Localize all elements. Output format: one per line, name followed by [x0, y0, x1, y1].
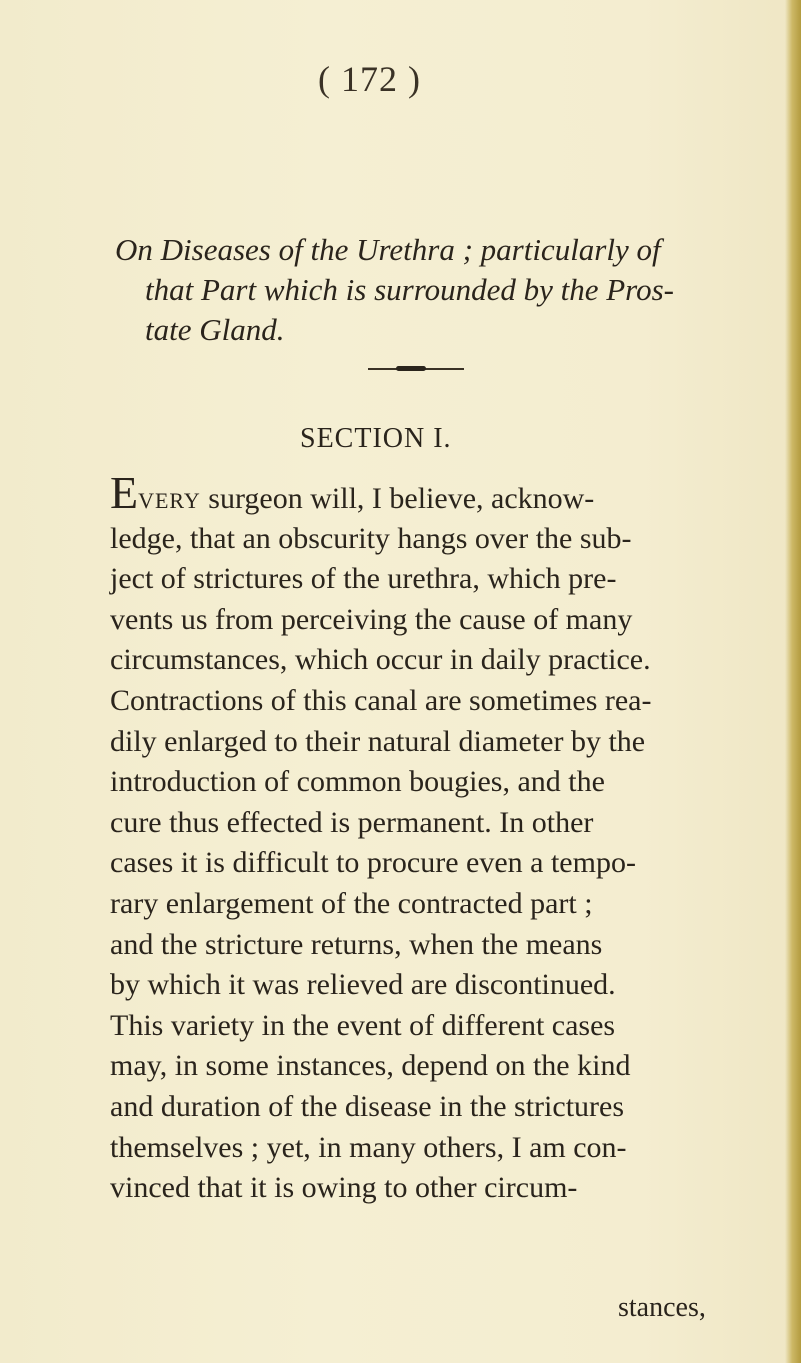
- body-line: rary enlargement of the contracted part ;: [110, 886, 593, 920]
- body-line: cases it is difficult to procure even a tempo-: [110, 846, 636, 880]
- body-line: vinced that it is owing to other circum-: [110, 1171, 578, 1205]
- body-paragraph: [110, 467, 770, 1209]
- body-line: vents us from perceiving the cause of many: [110, 602, 633, 636]
- body-line: and the stricture returns, when the means: [110, 927, 603, 961]
- chapter-title: [115, 230, 755, 350]
- body-line: themselves ; yet, in many others, I am con-: [110, 1130, 627, 1164]
- first-line-text: surgeon will, I believe, acknow-: [200, 482, 595, 515]
- ornamental-rule-center: [396, 366, 426, 371]
- section-heading: SECTION I.: [300, 423, 452, 454]
- title-line: On Diseases of the Urethra ; particularly of: [115, 232, 661, 267]
- title-line: that Part which is surrounded by the Pros-: [145, 272, 674, 307]
- body-line: circumstances, which occur in daily practice.: [110, 643, 651, 677]
- body-line: ledge, that an obscurity hangs over the sub-: [110, 521, 632, 555]
- body-line: This variety in the event of different cases: [110, 1008, 616, 1042]
- body-line: cure thus effected is permanent. In other: [110, 805, 594, 839]
- body-line: by which it was relieved are discontinued.: [110, 968, 616, 1002]
- body-line: may, in some instances, depend on the kind: [110, 1049, 631, 1083]
- body-line: introduction of common bougies, and the: [110, 765, 605, 799]
- body-line: dily enlarged to their natural diameter by the: [110, 724, 646, 758]
- body-line: Contractions of this canal are sometimes rea-: [110, 683, 652, 717]
- body-line-first: [110, 467, 770, 519]
- catchword: stances,: [618, 1292, 706, 1323]
- title-line: tate Gland.: [145, 312, 285, 347]
- drop-cap: E: [110, 467, 139, 518]
- body-line: ject of strictures of the urethra, which pre-: [110, 562, 617, 596]
- page-edge: [785, 0, 801, 1363]
- small-caps-word: VERY: [138, 488, 201, 513]
- page-number: ( 172 ): [318, 59, 421, 99]
- body-line: and duration of the disease in the strictures: [110, 1089, 625, 1123]
